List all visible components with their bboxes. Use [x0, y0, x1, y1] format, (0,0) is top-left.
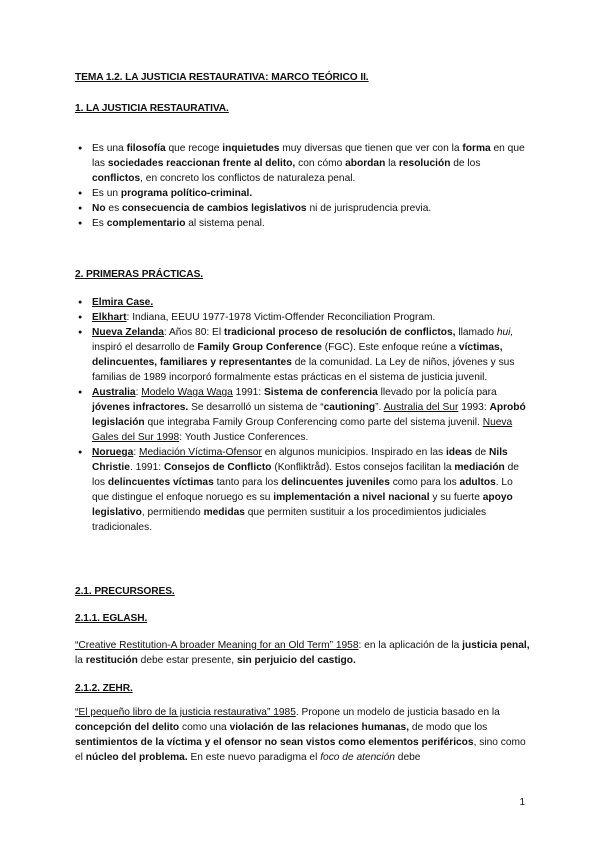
list-item: ● Elmira Case. [75, 295, 530, 310]
list-item: ● Australia: Modelo Waga Waga 1991: Sistema de conferencia llevado por la policía para jóvenes infractores. Se desarrolló un sistema de “cautioning”. Australia del Sur 1993: Aprobó legislación que integraba Family Group Conferencing como parte del sistema juvenil. Nueva Gales del Sur 1998: Youth Justice Conferences. [75, 385, 530, 445]
section-2-heading: 2. PRIMERAS PRÁCTICAS. [75, 269, 203, 280]
section-2-list [75, 295, 530, 535]
page-number: 1 [519, 797, 525, 808]
list-item: ● Es complementario al sistema penal. [75, 216, 530, 231]
section-1-list [75, 141, 530, 231]
list-item: ● Es un programa político-criminal. [75, 186, 530, 201]
section-2-1-heading: 2.1. PRECURSORES. [75, 586, 175, 597]
list-item: ● Nueva Zelanda: Años 80: El tradicional proceso de resolución de conflictos, llamado hui, inspiró el desarrollo de Family Group Conference (FGC). Este enfoque reúne a víctimas, delincuentes, familiares y representantes de la comunidad. La Ley de niños, jóvenes y sus familias de 1989 incorporó formalmente estas prácticas en el sistema de justicia juvenil. [75, 325, 530, 385]
list-item: ● Elkhart: Indiana, EEUU 1977-1978 Victim-Offender Reconciliation Program. [75, 310, 530, 325]
list-item: ● Es una filosofía que recoge inquietudes muy diversas que tienen que ver con la forma en que las sociedades reaccionan frente al delito, con cómo abordan la resolución de los conflictos, en concreto los conflictos de naturaleza penal. [75, 141, 530, 186]
section-2-1-2-heading: 2.1.2. ZEHR. [75, 683, 133, 694]
section-2-1-1-heading: 2.1.1. EGLASH. [75, 613, 148, 624]
list-item: ● Noruega: Mediación Víctima-Ofensor en algunos municipios. Inspirado en las ideas de Nils Christie. 1991: Consejos de Conflicto (Konfliktråd). Estos consejos facilitan la mediación de los delincuentes víctimas tanto para los delincuentes juveniles como para los adultos. Lo que distingue el enfoque noruego es su implementación a nivel nacional y su fuerte apoyo legislativo, permitiendo medidas que permiten sustituir a los procedimientos judiciales tradicionales. [75, 445, 530, 535]
section-2-1-1-paragraph: “Creative Restitution-A broader Meaning for an Old Term” 1958: en la aplicación de la justicia penal, la restitución debe estar presente, sin perjuicio del castigo. [75, 640, 530, 666]
list-item: ● No es consecuencia de cambios legislativos ni de jurisprudencia previa. [75, 201, 530, 216]
section-1-heading: 1. LA JUSTICIA RESTAURATIVA. [75, 103, 229, 114]
document-title: TEMA 1.2. LA JUSTICIA RESTAURATIVA: MARCO TEÓRICO II. [75, 72, 369, 83]
section-2-1-2-paragraph: “El pequeño libro de la justicia restaurativa” 1985. Propone un modelo de justicia basado en la concepción del delito como una violación de las relaciones humanas, de modo que los sentimientos de la víctima y el ofensor no sean vistos como elementos periféricos, sino como el núcleo del problema. En este nuevo paradigma el foco de atención debe [75, 707, 526, 763]
